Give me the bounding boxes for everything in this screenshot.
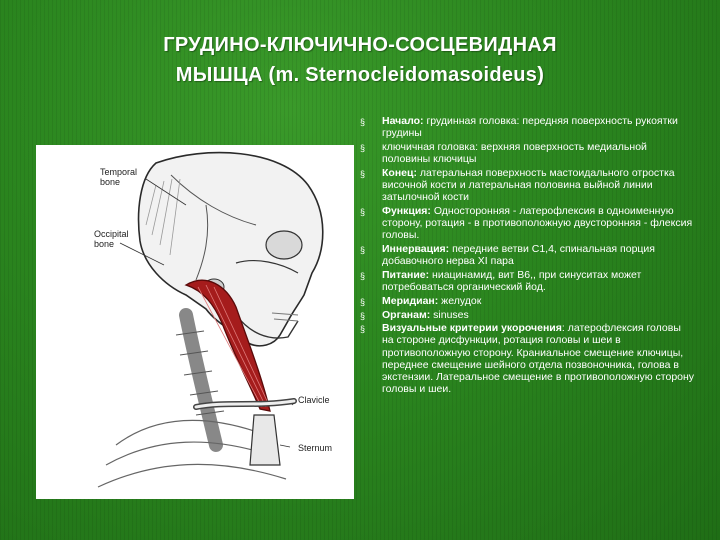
- list-item: § Визуальные критерии укорочения: латерофлексия головы на стороне дисфункции, ротация головы и шеи в противоположную сторону. Краниальное смещение ключицы, переднее смещение шейного отдела позвоночника, голова в экстензии. Латеральное смещение в противоположную сторону головы и шеи.: [360, 322, 695, 396]
- bullet-icon: §: [360, 324, 366, 335]
- list-item: § Начало: грудинная головка: передняя поверхность рукоятки грудины: [360, 115, 678, 140]
- bullet-icon: §: [360, 270, 366, 281]
- list-item: § Меридиан: желудок: [360, 294, 482, 307]
- list-item: § ключичная головка: верхняя поверхность медиальной половины ключицы: [360, 140, 647, 166]
- list-item: § Функция: Односторонняя - латерофлексия в одноименную сторону, ротация - в противоположную двусторонняя - флексия головы.: [360, 204, 693, 242]
- description-list: [360, 115, 695, 397]
- bullet-icon: §: [360, 117, 366, 127]
- bullet-icon: §: [360, 142, 366, 153]
- bullet-icon: §: [360, 245, 366, 256]
- sternum-bone: [250, 415, 280, 465]
- slide-title: [60, 30, 660, 90]
- orbit-shape: [266, 231, 302, 259]
- list-item: § Конец: латеральная поверхность мастоидального отростка височной кости и латеральная половина выйной линии затылочной кости: [360, 166, 675, 204]
- slide-title-line-1: ГРУДИНО-КЛЮЧИЧНО-СОСЦЕВИДНАЯ: [163, 34, 557, 56]
- slide-title-line-2: МЫШЦА (m. Sternocleidomasoideus): [175, 64, 545, 86]
- occipital-bone-label: Occipital bone: [94, 229, 129, 249]
- sternum-label: Sternum: [298, 443, 333, 453]
- anatomy-illustration: [36, 145, 354, 499]
- list-item: § Питание: ниацинамид, вит В6,, при синуситах может потребоваться органический йод.: [360, 268, 642, 294]
- bullet-icon: §: [360, 296, 366, 307]
- cervical-spine: [186, 315, 216, 445]
- list-item: § Органам: sinuses: [360, 308, 469, 321]
- list-item: § Иннервация: передние ветви С1,4, спинальная порция добавочного нерва XI пара: [360, 243, 655, 268]
- bullet-icon: §: [360, 310, 366, 321]
- temporal-bone-label: Temporal bone: [100, 167, 138, 187]
- bullet-icon: §: [360, 206, 366, 217]
- clavicle-label: Clavicle: [298, 395, 330, 405]
- bullet-icon: §: [360, 168, 366, 179]
